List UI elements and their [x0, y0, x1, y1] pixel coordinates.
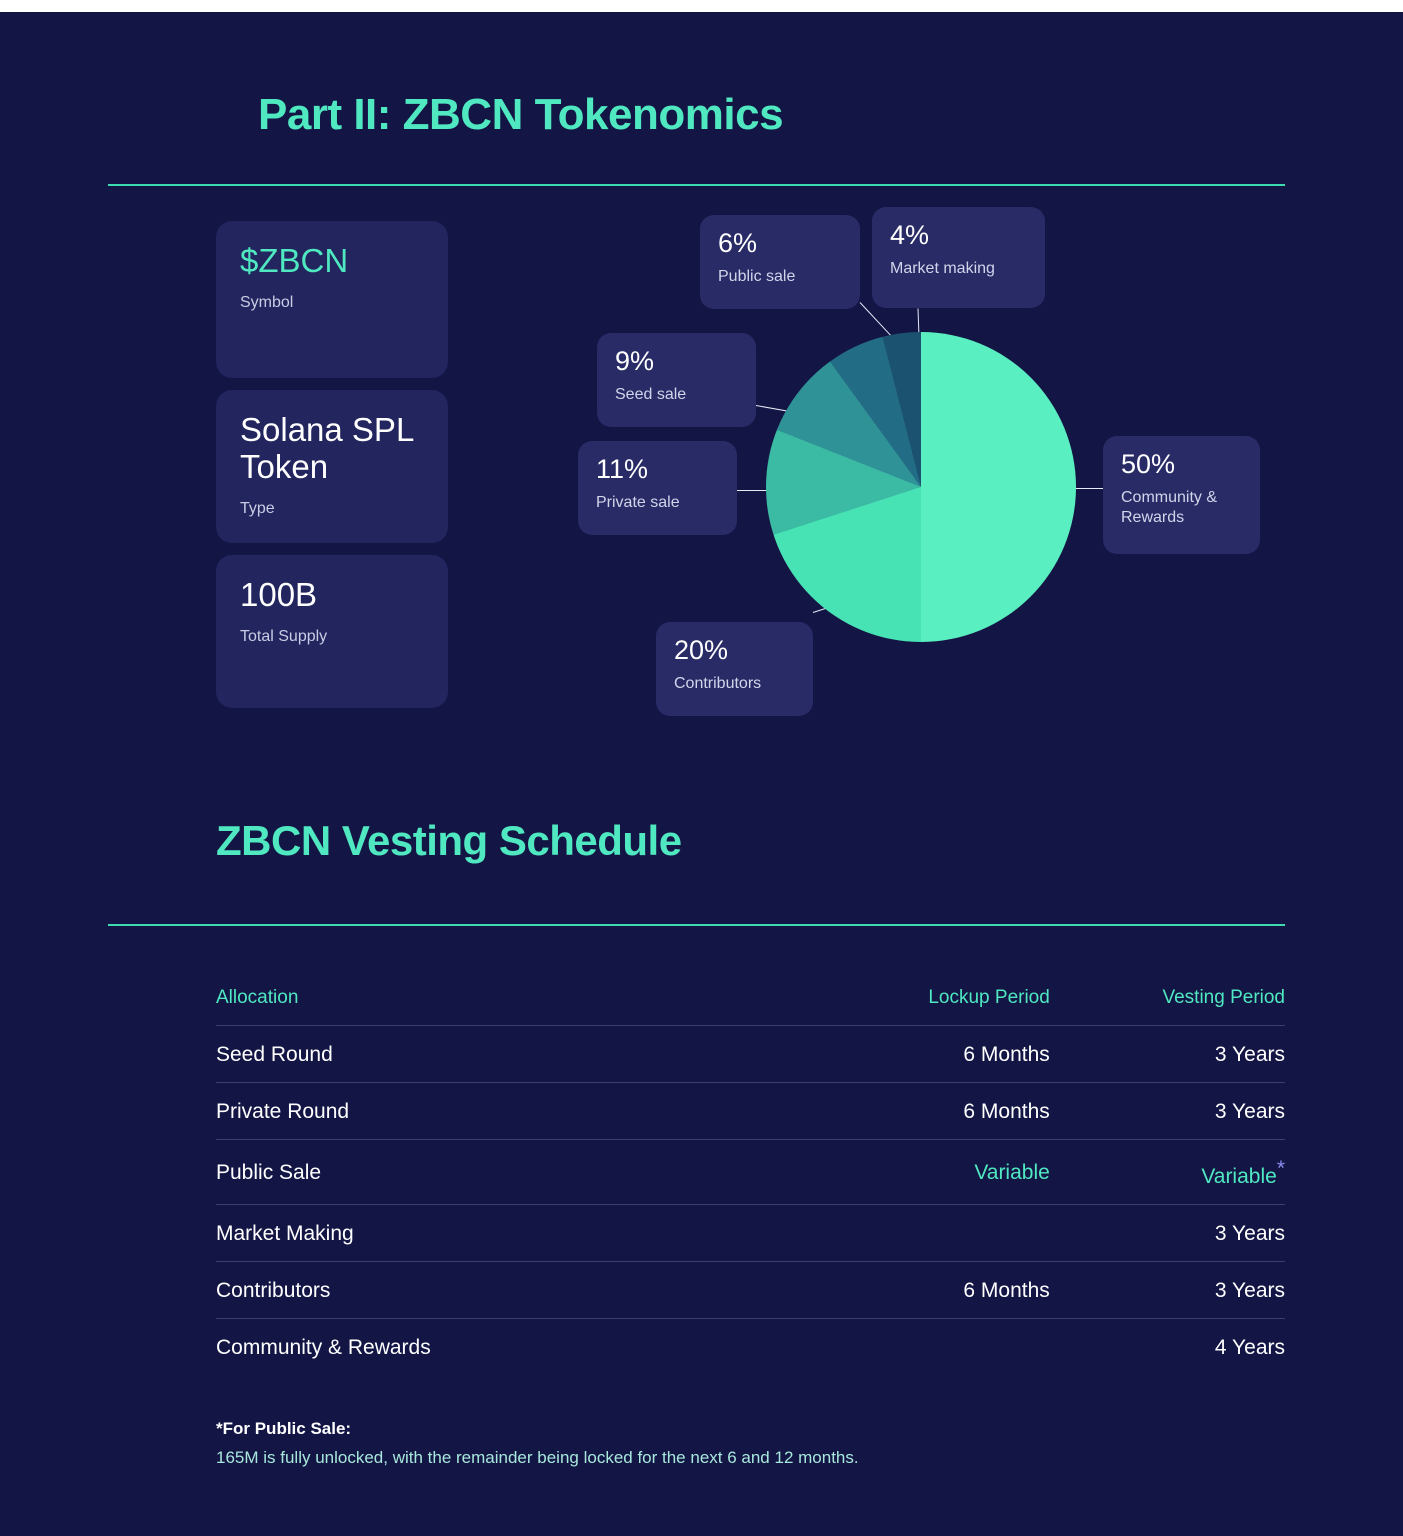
pie-label-private-sale [578, 441, 737, 535]
pie-label-percent: 6% [718, 228, 758, 258]
footnote-body: 165M is fully unlocked, with the remainder being locked for the next 6 and 12 months. [216, 1448, 859, 1467]
pie-label-percent: 20% [674, 635, 729, 665]
divider-middle [108, 924, 1285, 926]
pie-label-percent: 9% [615, 346, 655, 376]
stat-card-value: 100B [240, 576, 318, 613]
vesting-schedule-table [216, 987, 1285, 1375]
stat-card-label: Type [240, 499, 275, 517]
cell-lockup [815, 1205, 1050, 1262]
cell-vesting: 3 Years [1050, 1083, 1285, 1140]
pie-label-market-making [872, 207, 1045, 308]
cell-lockup: 6 Months [815, 1026, 1050, 1083]
cell-vesting: Variable* [1050, 1140, 1285, 1205]
cell-allocation: Seed Round [216, 1026, 815, 1083]
pie-label-name: Public sale [718, 267, 796, 285]
table-header-row [216, 987, 1285, 1026]
cell-vesting: 3 Years [1050, 1205, 1285, 1262]
cell-allocation: Contributors [216, 1262, 815, 1319]
cell-vesting: 3 Years [1050, 1026, 1285, 1083]
tokenomics-title: Part II: ZBCN Tokenomics [258, 90, 784, 139]
table-row [216, 1262, 1285, 1319]
stat-card-label: Symbol [240, 293, 294, 311]
pie-label-percent: 50% [1121, 449, 1176, 479]
table-row [216, 1083, 1285, 1140]
cell-lockup: 6 Months [815, 1262, 1050, 1319]
pie-label-name: Market making [890, 259, 995, 277]
table-row [216, 1205, 1285, 1262]
cell-allocation: Private Round [216, 1083, 815, 1140]
cell-allocation: Community & Rewards [216, 1319, 815, 1376]
infographic-page [0, 12, 1403, 1536]
stat-card-type [216, 390, 448, 543]
cell-lockup [815, 1319, 1050, 1376]
vesting-title: ZBCN Vesting Schedule [216, 817, 682, 864]
cell-lockup: 6 Months [815, 1083, 1050, 1140]
footnote-title: *For Public Sale: [216, 1419, 352, 1438]
column-header-vesting: Vesting Period [1162, 987, 1285, 1008]
cell-lockup: Variable [815, 1140, 1050, 1205]
cell-allocation: Market Making [216, 1205, 815, 1262]
pie-label-community-rewards [1103, 436, 1260, 554]
cell-vesting: 4 Years [1050, 1319, 1285, 1376]
table-row [216, 1026, 1285, 1083]
pie-label-contributors [656, 622, 813, 716]
stat-card-total-supply [216, 555, 448, 708]
pie-label-name: Seed sale [615, 385, 687, 403]
cell-allocation: Public Sale [216, 1140, 815, 1205]
pie-label-percent: 4% [890, 220, 930, 250]
pie-label-percent: 11% [596, 454, 649, 484]
leader-line-community [1074, 488, 1104, 489]
pie-label-name: Community & Rewards [1121, 488, 1218, 526]
pie-label-seed-sale [597, 333, 756, 427]
stat-card-symbol [216, 221, 448, 378]
divider-top [108, 184, 1285, 186]
stat-card-value: Solana SPL Token [240, 411, 414, 485]
table-row [216, 1140, 1285, 1205]
pie-label-name: Private sale [596, 493, 680, 511]
pie-label-name: Contributors [674, 674, 762, 692]
table-body [216, 1026, 1285, 1376]
pie-slices [766, 332, 1076, 642]
column-header-allocation: Allocation [216, 987, 299, 1008]
column-header-lockup: Lockup Period [928, 987, 1050, 1008]
stat-card-label: Total Supply [240, 627, 328, 645]
table-row [216, 1319, 1285, 1376]
cell-vesting: 3 Years [1050, 1262, 1285, 1319]
token-allocation-pie-chart [766, 332, 1076, 642]
stat-card-value: $ZBCN [240, 242, 349, 279]
pie-label-public-sale [700, 215, 860, 309]
